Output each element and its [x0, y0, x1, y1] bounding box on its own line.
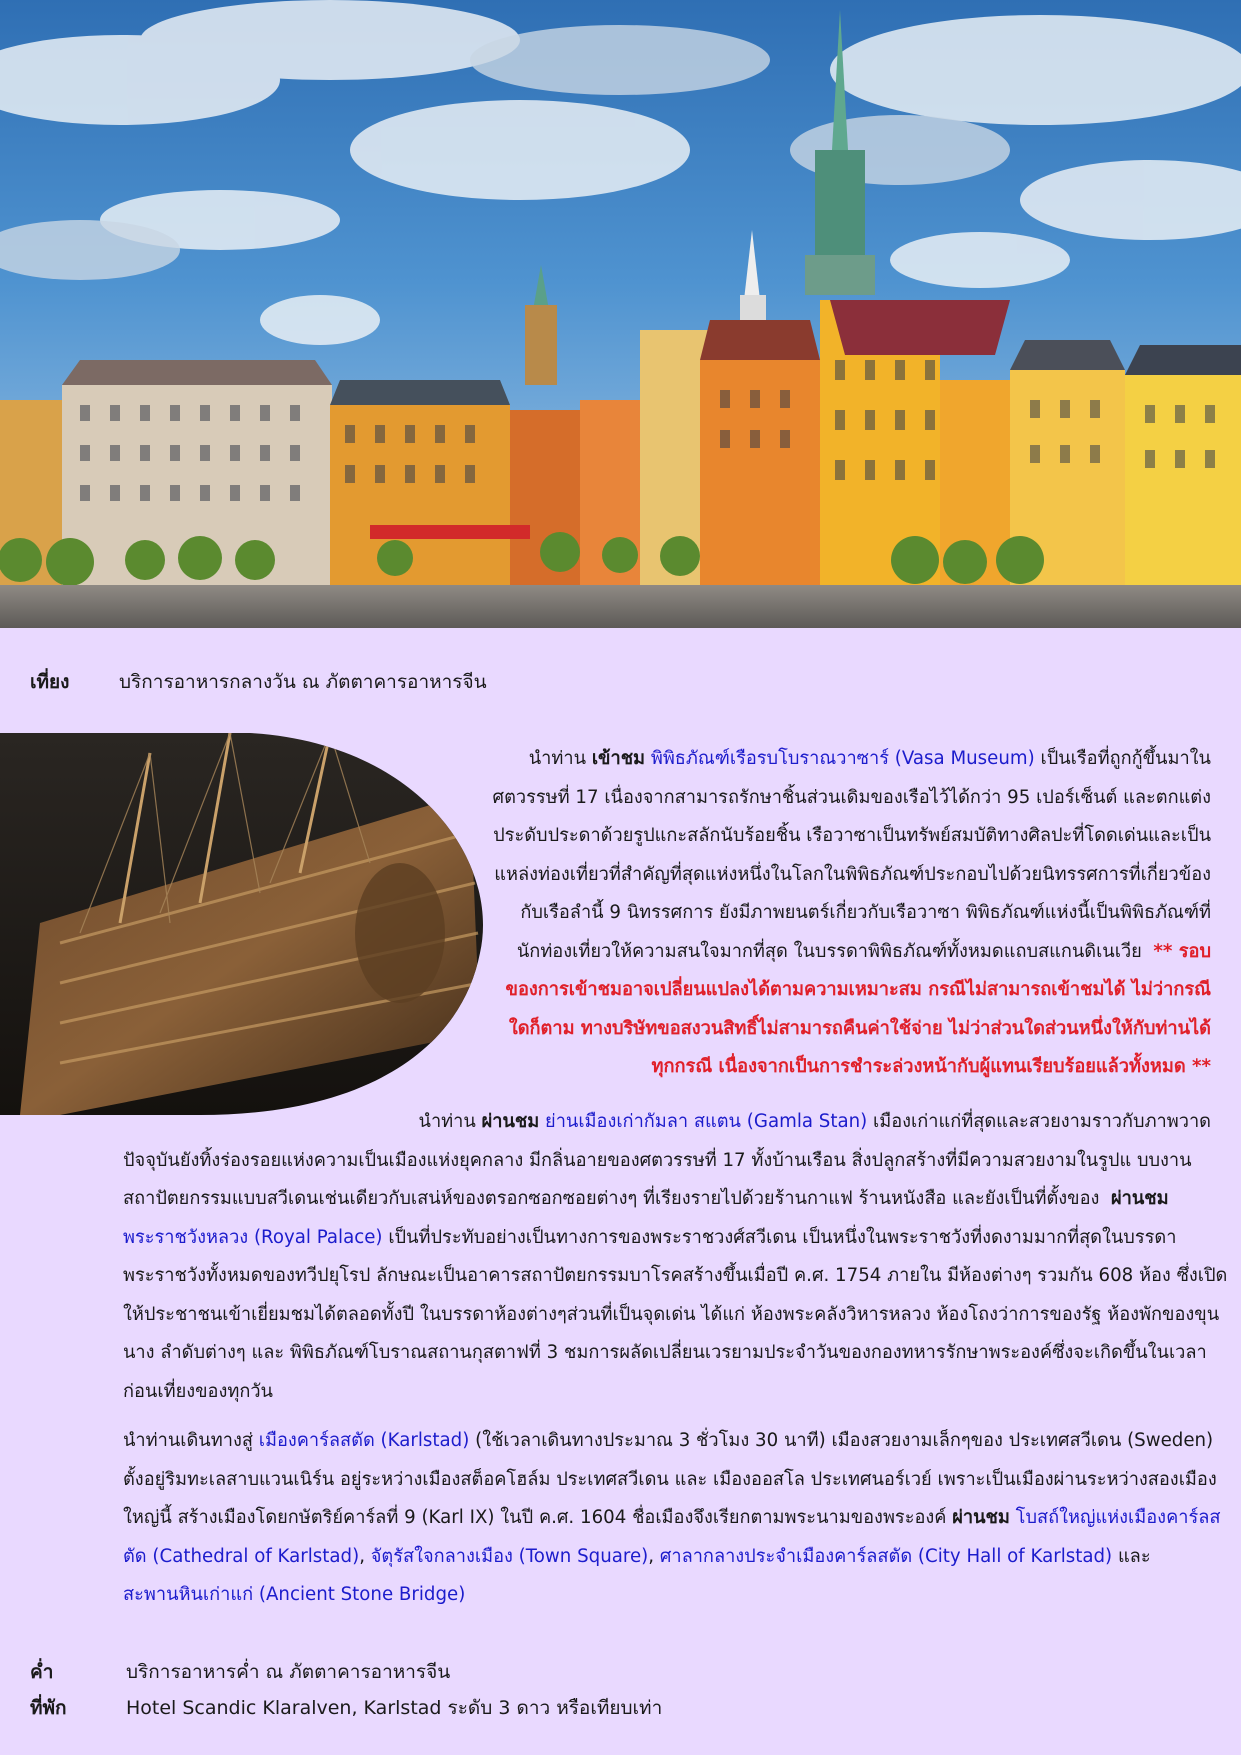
gamla-desc-6: ให้ประชาชนเข้าเยี่ยมชมได้ตลอดทั้งปี ในบรรดาห้องต่างๆส่วนที่เป็นจุดเด่น ได้แก่ ห้องพระคลังวิหารหลวง ห้องโถงว่าการของรัฐ ห้องพักของขุน — [123, 1303, 1220, 1325]
town-square-name: จัตุรัสใจกลางเมือง (Town Square) — [370, 1545, 649, 1567]
gamla-line-3 — [123, 1180, 1211, 1219]
vasa-desc-1: เป็นเรือที่ถูกกู้ขึ้นมาใน — [1040, 748, 1211, 769]
gamla-desc-8: ก่อนเที่ยงของทุกวัน — [123, 1380, 273, 1402]
vasa-desc-3: ประดับประดาด้วยรูปแกะสลักนับร้อยชิ้น เรือวาซาเป็นทรัพย์สมบัติทางศิลปะที่โดดเด่นและเป็น — [493, 825, 1211, 846]
gamla-desc-5: พระราชวังทั้งหมดของทวีปยุโรป ลักษณะเป็นอาคารสถาปัตยกรรมบาโรคสร้างขึ้นเมื่อปี ค.ศ. 1754 ภายใน มีห้องต่างๆ รวมกัน 608 ห้อง ซึ่งเปิด — [123, 1265, 1228, 1286]
vasa-line-1 — [421, 740, 1211, 779]
gamla-stan-name: ย่านเมืองเก่ากัมลา สแตน (Gamla Stan) — [545, 1111, 868, 1132]
pass-label: ผ่านชม — [481, 1111, 540, 1132]
vasa-line-6 — [421, 933, 1211, 972]
vasa-desc-6: นักท่องเที่ยวให้ความสนใจมากที่สุด ในบรรดาพิพิธภัณฑ์ทั้งหมดแถบสแกนดิเนเวีย — [516, 940, 1142, 962]
lead-text: นำท่าน — [528, 748, 587, 769]
gamla-desc-3: สถาปัตยกรรมแบบสวีเดนเช่นเดียวกับเสน่ห์ของตรอกซอกซอยต่างๆ ที่เรียงรายไปด้วยร้านกาแฟ ร้านหนังสือ และยังเป็นที่ตั้งของ — [123, 1188, 1100, 1209]
cathedral-name-part1: โบสถ์ใหญ่แห่งเมืองคาร์ลส — [1015, 1507, 1221, 1528]
karl-line-1 — [123, 1422, 1214, 1461]
hotel-text: Hotel Scandic Klaralven, Karlstad ระดับ 3 ดาว หรือเทียบเท่า — [126, 1697, 663, 1719]
pass-label-2: ผ่านชม — [1110, 1188, 1169, 1209]
vasa-museum-name: พิพิธภัณฑ์เรือรบโบราณวาซาร์ (Vasa Museum) — [650, 748, 1035, 769]
stockholm-hero-image — [0, 0, 1241, 628]
karl-desc-2: ตั้งอยู่ริมทะเลสาบแวนเนิร์น อยู่ระหว่างเมืองสต็อคโฮล์ม ประเทศสวีเดน และ เมืองออสโล ประเทศนอร์เวย์ เพราะเป็นเมืองผ่านระหว่างสองเมือง — [123, 1468, 1217, 1490]
lead-text: นำท่านเดินทางสู่ — [123, 1430, 253, 1451]
gamla-line-1 — [363, 1103, 1211, 1142]
stone-bridge-name: สะพานหินเก่าแก่ (Ancient Stone Bridge) — [123, 1584, 466, 1605]
visit-label: เข้าชม — [591, 748, 646, 769]
pass-label: ผ่านชม — [952, 1507, 1010, 1528]
vasa-ship-image — [0, 733, 486, 1115]
cathedral-name-part2: ตัด (Cathedral of Karlstad) — [123, 1545, 360, 1567]
karlstad-paragraph — [123, 1422, 1221, 1615]
warning-line-3: ใดก็ตาม ทางบริษัทขอสงวนสิทธิ์ไม่สามารถคืนค่าใช้จ่าย ไม่ว่าส่วนใดส่วนหนึ่งให้กับท่านได้ — [508, 1017, 1211, 1039]
warning-line-4: ทุกกรณี เนื่องจากเป็นการชำระล่วงหน้ากับผู้แทนเรียบร้อยแล้วทั้งหมด ** — [651, 1056, 1211, 1077]
gamla-desc-1: เมืองเก่าแก่ที่สุดและสวยงามราวกับภาพวาด — [873, 1111, 1211, 1132]
royal-palace-name: พระราชวังหลวง (Royal Palace) — [123, 1226, 383, 1248]
meal-label-dinner: ค่ำ — [30, 1661, 54, 1683]
dinner-text: บริการอาหารค่ำ ณ ภัตตาคารอาหารจีน — [126, 1661, 451, 1683]
hotel-label: ที่พัก — [30, 1697, 67, 1719]
gamla-line-4 — [123, 1219, 1211, 1258]
gamla-desc-2: ปัจจุบันยังทิ้งร่องรอยแห่งความเป็นเมืองแห่งยุคกลาง มีกลิ่นอายของศตวรรษที่ 17 ทั้งบ้านเรือน สิ่งปลูกสร้างที่มีความสวยงามในรูปแ บบงาน — [123, 1149, 1192, 1171]
lunch-text: บริการอาหารกลางวัน ณ ภัตตาคารอาหารจีน — [119, 671, 487, 693]
city-hall-name: ศาลากลางประจำเมืองคาร์ลสตัด (City Hall of Karlstad) — [659, 1545, 1113, 1567]
karl-desc-3: ใหญ่นี้ สร้างเมืองโดยกษัตริย์คาร์ลที่ 9 (Karl IX) ในปี ค.ศ. 1604 ชื่อเมืองจึงเรียกตามพระนามของพระองค์ — [123, 1507, 947, 1528]
gamla-stan-paragraph — [123, 1103, 1228, 1411]
vasa-desc-5: กับเรือลำนี้ 9 นิทรรศการ ยังมีภาพยนตร์เกี่ยวกับเรือวาซา พิพิธภัณฑ์แห่งนี้เป็นพิพิธภัณฑ์ที่ — [520, 902, 1211, 923]
gamla-desc-4: เป็นที่ประทับอย่างเป็นทางการของพระราชวงศ์สวีเดน เป็นหนึ่งในพระราชวังที่งดงามมากที่สุดในบรรดา — [388, 1226, 1177, 1248]
vasa-museum-paragraph — [421, 740, 1211, 1087]
karl-desc-1: (ใช้เวลาเดินทางประมาณ 3 ชั่วโมง 30 นาที) เมืองสวยงามเล็กๆของ ประเทศสวีเดน (Sweden) — [475, 1430, 1214, 1451]
warning-line-2: ของการเข้าชมอาจเปลี่ยนแปลงได้ตามความเหมาะสม กรณีไม่สามารถเข้าชมได้ ไม่ว่ากรณี — [505, 979, 1211, 1000]
lead-text: นำท่าน — [418, 1111, 476, 1132]
vasa-desc-2: ศตวรรษที่ 17 เนื่องจากสามารถรักษาชิ้นส่วนเดิมของเรือไว้ได้กว่า 95 เปอร์เซ็นต์ และตกแต่ง — [492, 786, 1211, 808]
karl-line-3 — [123, 1499, 1221, 1538]
warning-start: ** รอบ — [1153, 940, 1211, 962]
karl-line-5 — [123, 1576, 1211, 1615]
and-text: และ — [1117, 1545, 1151, 1567]
meal-label-lunch: เที่ยง — [30, 671, 70, 693]
vasa-desc-4: แหล่งท่องเที่ยวที่สำคัญที่สุดแห่งหนึ่งในโลกในพิพิธภัณฑ์ประกอบไปด้วยนิทรรศการที่เกี่ยวข้อง — [494, 863, 1211, 885]
gamla-desc-7: นาง ลำดับต่างๆ และ พิพิธภัณฑ์โบราณสถานกุสตาฟที่ 3 ชมการผลัดเปลี่ยนเวรยามประจำวันของกองทหารรักษาพระองค์ซึ่งจะเกิดขึ้นในเวลา — [123, 1342, 1207, 1363]
karlstad-city-name: เมืองคาร์ลสตัด (Karlstad) — [258, 1430, 470, 1451]
karl-line-4: ตัด (Cathedral of Karlstad), จัตุรัสใจกลางเมือง (Town Square), ศาลากลางประจำเมืองคาร์ลสตัด (City Hall of Karlstad) และ — [123, 1545, 1151, 1567]
